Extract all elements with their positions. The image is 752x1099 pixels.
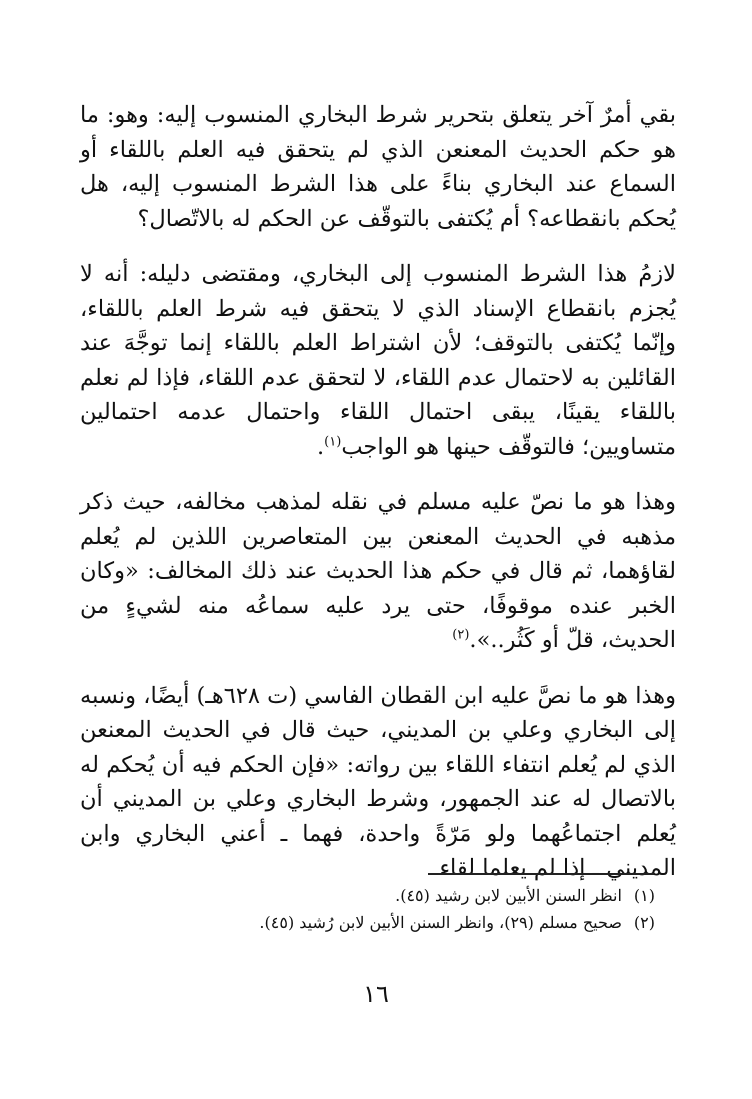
footnotes (110, 882, 655, 936)
paragraph-2 (80, 257, 676, 464)
page-number: ١٦ (363, 980, 389, 1008)
footnote-2-number: (٢) (633, 913, 655, 932)
footnote-ref-1: (١) (324, 434, 342, 449)
footnote-divider (428, 873, 654, 875)
footnote-1 (110, 882, 655, 909)
paragraph-4 (80, 679, 676, 886)
paragraph-2-text: لازمُ هذا الشرط المنسوب إلى البخاري، ومقتضى دليله: أنه لا يُجزم بانقطاع الإسناد الذي لا يتحقق فيه شرط العلم باللقاء، وإنّما يُكتفى بالتوقف؛ لأن اشتراط العلم باللقاء إنما توجَّهَ عند القائلين به لاحتمال عدم اللقاء، لا لتحقق عدم اللقاء، فإذا لم نعلم باللقاء يقينًا، يبقى احتمال اللقاء واحتمال عدمه احتمالين متساويين؛ فالتوقّف حينها هو الواجب (80, 261, 676, 460)
footnote-1-text: انظر السنن الأبين لابن رشيد (٤٥). (395, 886, 622, 905)
paragraph-3-end: . (469, 627, 477, 653)
page-body (80, 98, 676, 886)
paragraph-1-text: بقي أمرٌ آخر يتعلق بتحرير شرط البخاري المنسوب إليه: وهو: ما هو حكم الحديث المعنعن الذي لم يتحقق فيه العلم باللقاء أو السماع عند البخاري بناءً على هذا الشرط المنسوب إليه، هل يُحكم بانقطاعه؟ أم يُكتفى بالتوقّف عن الحكم له بالاتّصال؟ (80, 102, 676, 232)
footnote-2-text: صحيح مسلم (٢٩)، وانظر السنن الأبين لابن رُشيد (٤٥). (259, 913, 622, 932)
footnote-ref-2: (٢) (452, 627, 470, 643)
paragraph-3 (80, 485, 676, 658)
paragraph-1 (80, 98, 676, 236)
paragraph-2-end: . (317, 433, 325, 460)
footnote-2 (110, 909, 655, 936)
paragraph-3-text: وهذا هو ما نصّ عليه مسلم في نقله لمذهب مخالفه، حيث ذكر مذهبه في الحديث المعنعن بين المتعاصرين اللذين لم يُعلم لقاؤهما، ثم قال في حكم هذا الحديث عند ذلك المخالف: «وكان الخبر عنده موقوفًا، حتى يرد عليه سماعُه منه لشيءٍ من الحديث، قلّ أو كَثُر..» (80, 489, 676, 653)
footnote-1-number: (١) (633, 886, 655, 905)
paragraph-4-text: وهذا هو ما نصَّ عليه ابن القطان الفاسي (ت ٦٢٨هـ) أيضًا، ونسبه إلى البخاري وعلي بن المديني، حيث قال في الحديث المعنعن الذي لم يُعلم انتفاء اللقاء بين رواته: «فإن الحكم فيه أن يُحكم له بالاتصال له عند الجمهور، وشرط البخاري وعلي بن المديني أن يُعلم اجتماعُهما ولو مَرّةً واحدة، فهما ـ أعني البخاري وابن المديني ـ إذا لم يعلما لقاء (80, 682, 676, 881)
